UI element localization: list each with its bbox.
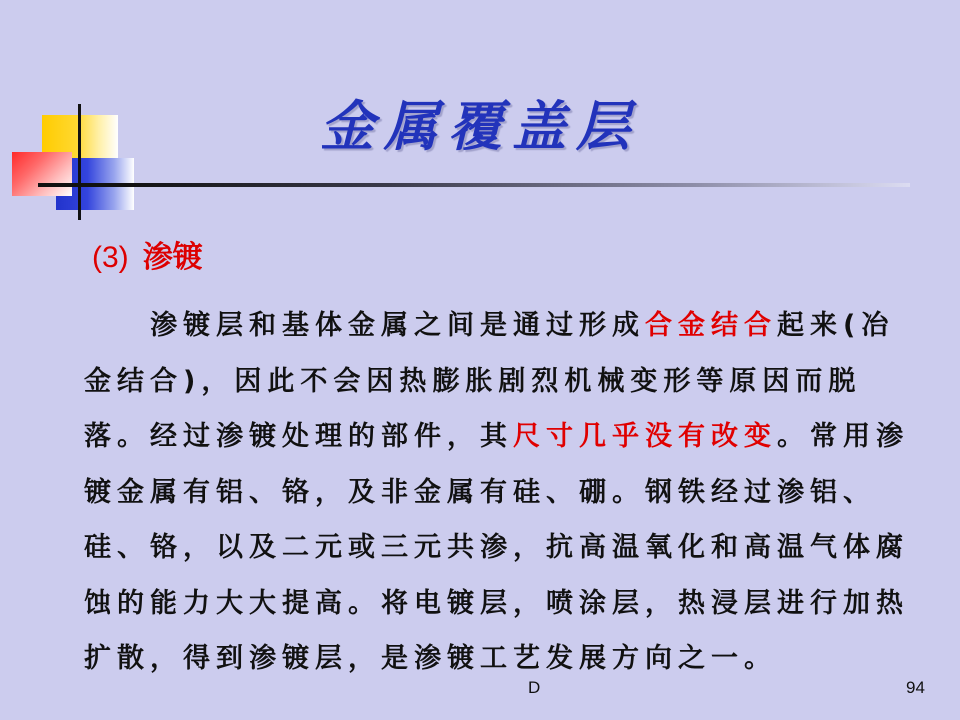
highlight-size-unchanged: 尺寸几乎没有改变	[513, 421, 777, 452]
highlight-alloy-bonding: 合金结合	[645, 310, 777, 341]
section-title: 渗镀	[142, 240, 203, 275]
horizontal-rule	[38, 183, 910, 187]
red-square-decoration	[12, 152, 72, 196]
vertical-rule	[78, 104, 81, 220]
section-number: (3)	[92, 241, 129, 274]
section-heading	[92, 232, 203, 276]
footer-label: D	[528, 678, 541, 697]
page-number: 94	[906, 678, 925, 697]
paragraph-text-2: 起来(冶金结合)，因此不会因热膨胀剧烈机械变形等原因而脱落。经过渗镀处理的部件，其	[84, 310, 895, 452]
body-paragraph	[84, 298, 914, 687]
slide-title: 金属覆盖层	[320, 94, 640, 158]
paragraph-text-1: 渗镀层和基体金属之间是通过形成	[150, 310, 645, 341]
paragraph-text-3: 。常用渗镀金属有铝、铬，及非金属有硅、硼。钢铁经过渗铝、硅、铬，以及二元或三元共渗，抗高温氧化和高温气体腐蚀的能力大大提高。将电镀层，喷涂层，热浸层进行加热扩散，得到渗镀层，是渗镀工艺发展方向之一。	[84, 421, 909, 674]
